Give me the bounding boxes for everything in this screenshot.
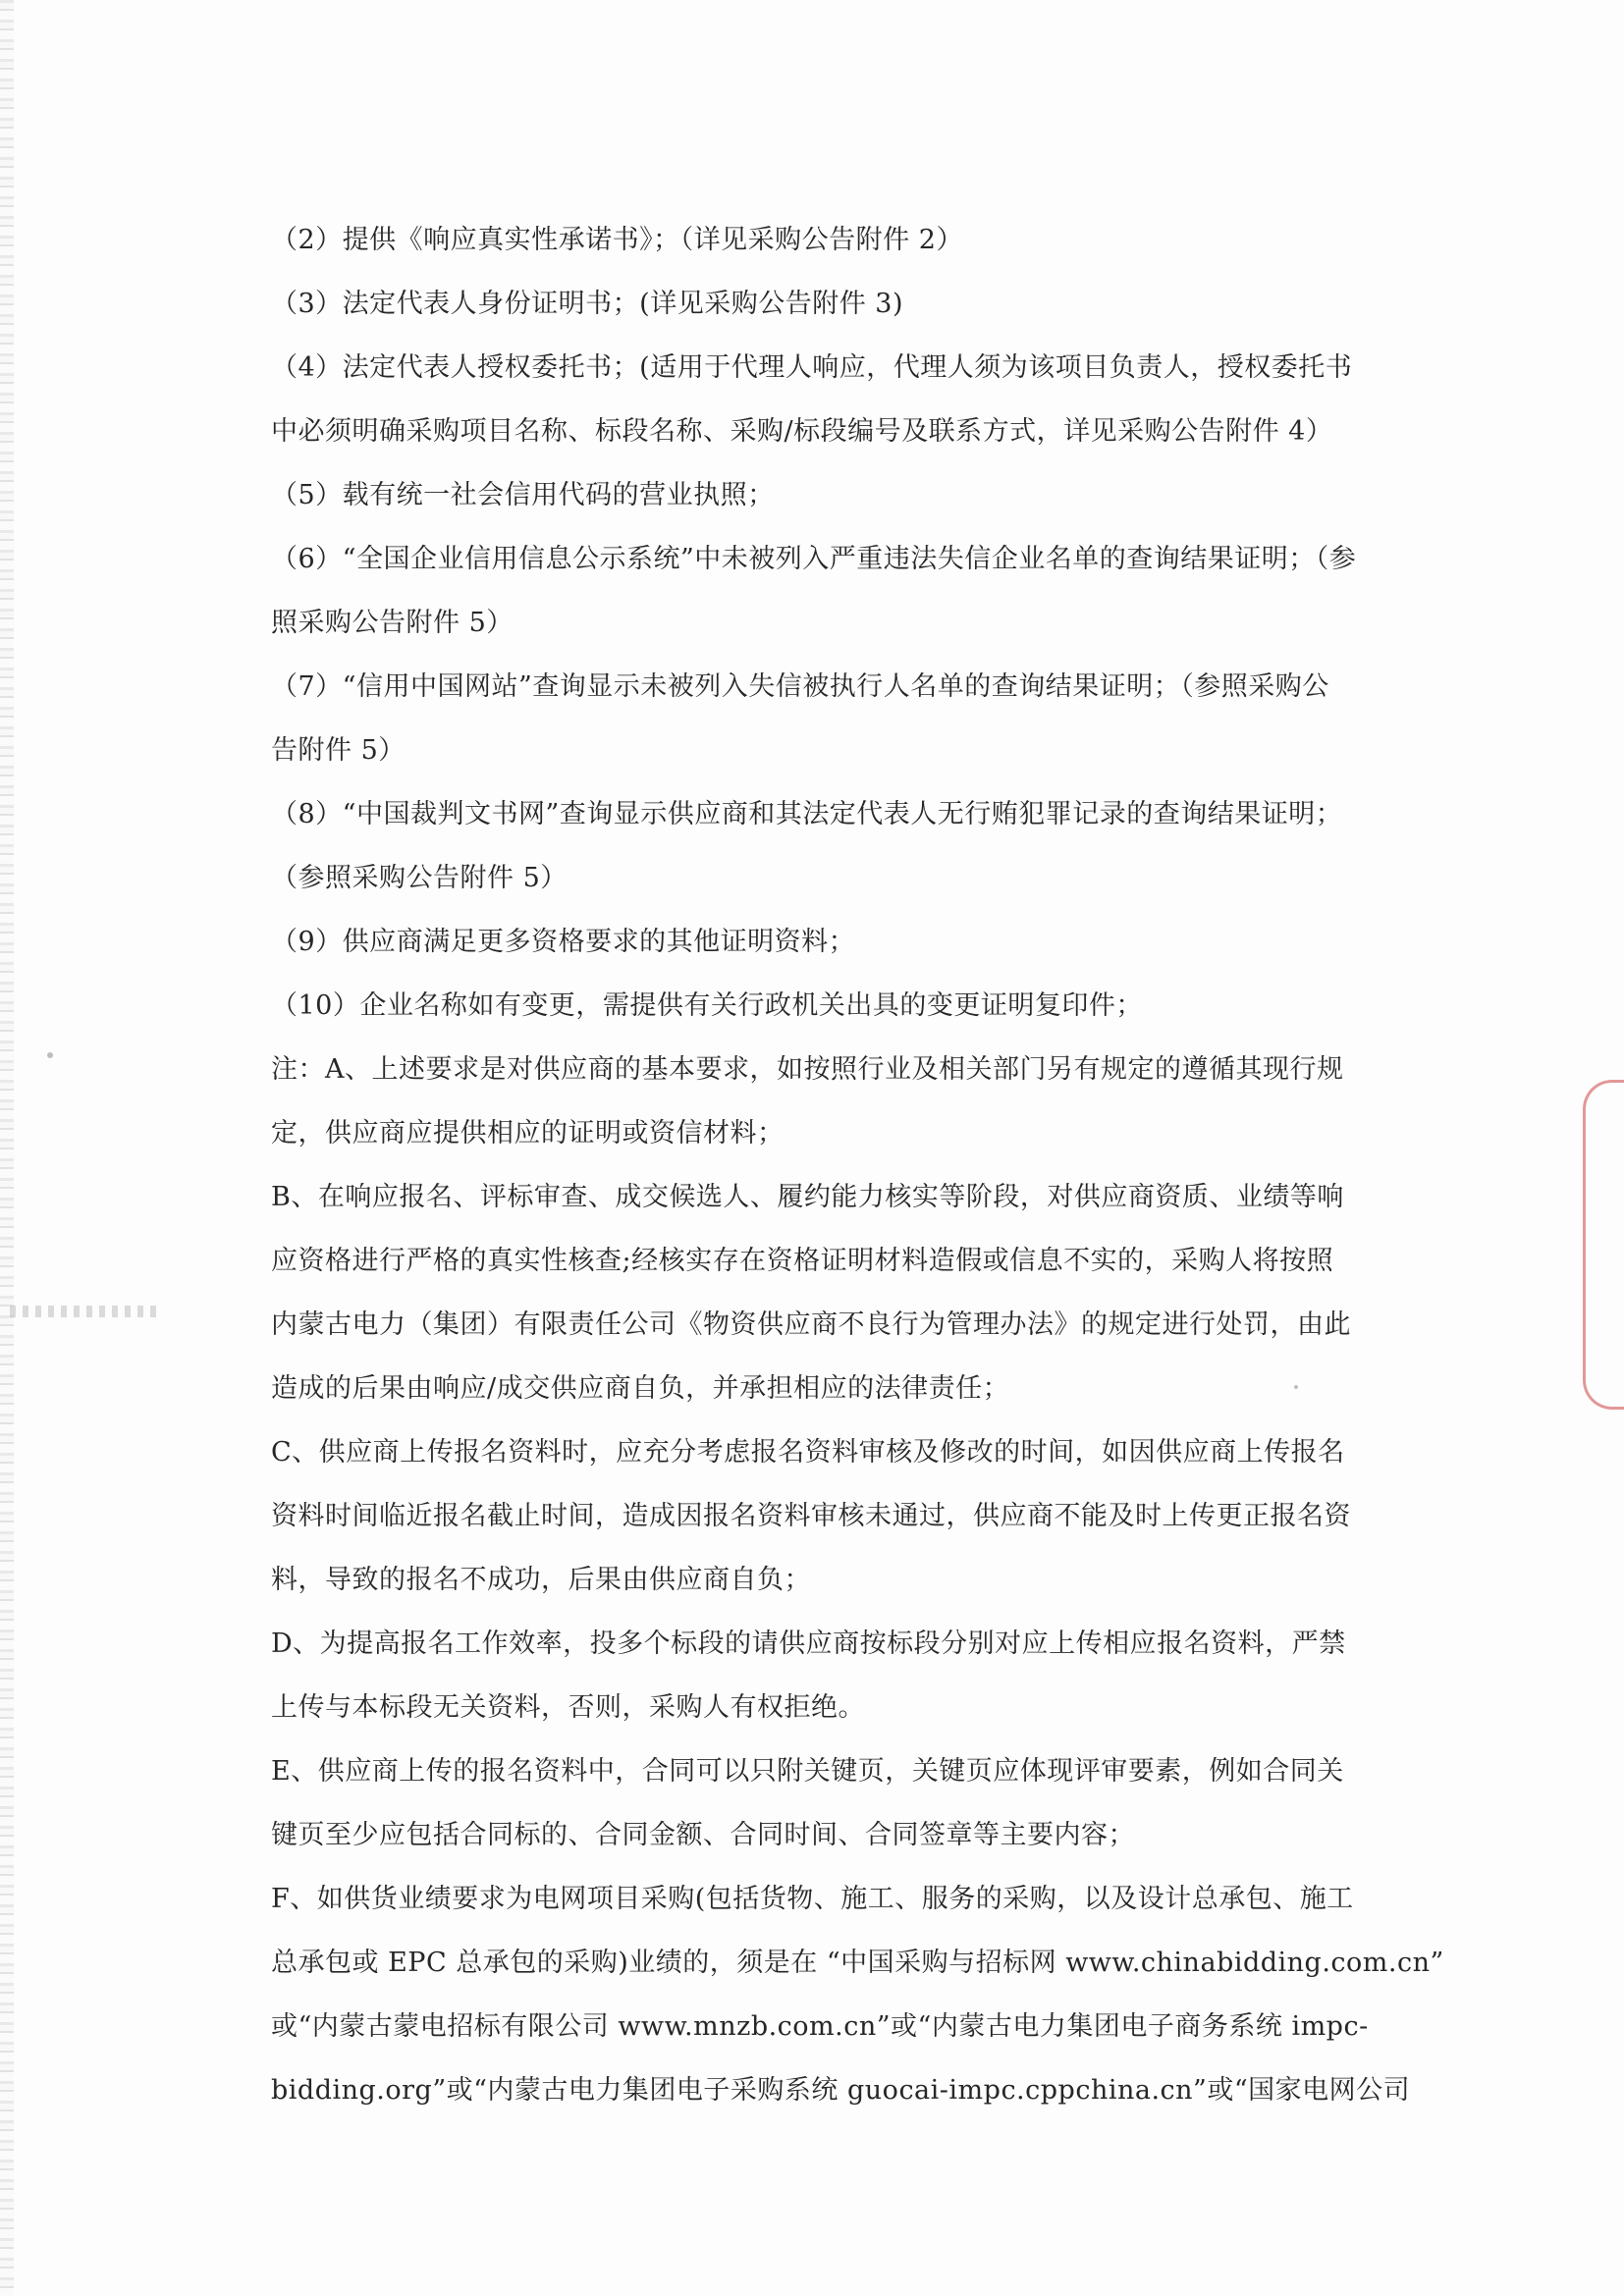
text-line: 资料时间临近报名截止时间，造成因报名资料审核未通过，供应商不能及时上传更正报名资 [271,1501,1351,1531]
text-line: 上传与本标段无关资料，否则，采购人有权拒绝。 [271,1692,865,1723]
text-line: B、在响应报名、评标审查、成交候选人、履约能力核实等阶段，对供应商资质、业绩等响 [271,1182,1344,1212]
text-line: C、供应商上传报名资料时，应充分考虑报名资料审核及修改的时间，如因供应商上传报名 [271,1437,1345,1468]
text-line: 中必须明确采购项目名称、标段名称、采购/标段编号及联系方式，详见采购公告附件 4） [271,416,1333,447]
text-line: 照采购公告附件 5） [271,608,514,638]
text-line: 内蒙古电力（集团）有限责任公司《物资供应商不良行为管理办法》的规定进行处罚，由此 [271,1309,1351,1340]
text-line: 注：A、上述要求是对供应商的基本要求，如按照行业及相关部门另有规定的遵循其现行规 [271,1054,1344,1085]
text-line: 告附件 5） [271,735,406,766]
text-line: （8）“中国裁判文书网”查询显示供应商和其法定代表人无行贿犯罪记录的查询结果证明； [271,799,1343,829]
text-line: 定，供应商应提供相应的证明或资信材料； [271,1118,785,1148]
text-line: E、供应商上传的报名资料中，合同可以只附关键页，关键页应体现评审要素，例如合同关 [271,1756,1344,1787]
text-line: （7）“信用中国网站”查询显示未被列入失信被执行人名单的查询结果证明；（参照采购公 [271,671,1329,702]
text-line: （9）供应商满足更多资格要求的其他证明资料； [271,927,856,957]
red-seal-stamp [1583,1080,1624,1410]
text-line: bidding.org”或“内蒙古电力集团电子采购系统 guocai-impc.cppchina.cn”或“国家电网公司 [271,2075,1411,2106]
text-line: （3）法定代表人身份证明书；(详见采购公告附件 3) [271,289,904,319]
text-line: D、为提高报名工作效率，投多个标段的请供应商按标段分别对应上传相应报名资料，严禁 [271,1629,1346,1659]
text-line: 或“内蒙古蒙电招标有限公司 www.mnzb.com.cn”或“内蒙古电力集团电子商务系统 impc- [271,2011,1369,2042]
text-line: （参照采购公告附件 5） [271,863,568,893]
text-line: F、如供货业绩要求为电网项目采购(包括货物、施工、服务的采购，以及设计总承包、施工 [271,1884,1354,1914]
text-line: 料，导致的报名不成功，后果由供应商自负； [271,1565,811,1595]
text-line: （2）提供《响应真实性承诺书》；（详见采购公告附件 2） [271,225,963,255]
text-line: （4）法定代表人授权委托书；(适用于代理人响应，代理人须为该项目负责人，授权委托书 [271,352,1353,383]
text-line: （5）载有统一社会信用代码的营业执照； [271,480,775,510]
text-line: 造成的后果由响应/成交供应商自负，并承担相应的法律责任； [271,1373,1010,1404]
text-line: （10）企业名称如有变更，需提供有关行政机关出具的变更证明复印件； [271,990,1143,1021]
text-line: 总承包或 EPC 总承包的采购)业绩的，须是在 “中国采购与招标网 www.chinabidding.com.cn” [271,1948,1444,1978]
text-line: 键页至少应包括合同标的、合同金额、合同时间、合同签章等主要内容； [271,1820,1135,1850]
text-line: （6）“全国企业信用信息公示系统”中未被列入严重违法失信企业名单的查询结果证明；（参 [271,544,1357,574]
text-line: 应资格进行严格的真实性核查;经核实存在资格证明材料造假或信息不实的，采购人将按照 [271,1246,1334,1276]
